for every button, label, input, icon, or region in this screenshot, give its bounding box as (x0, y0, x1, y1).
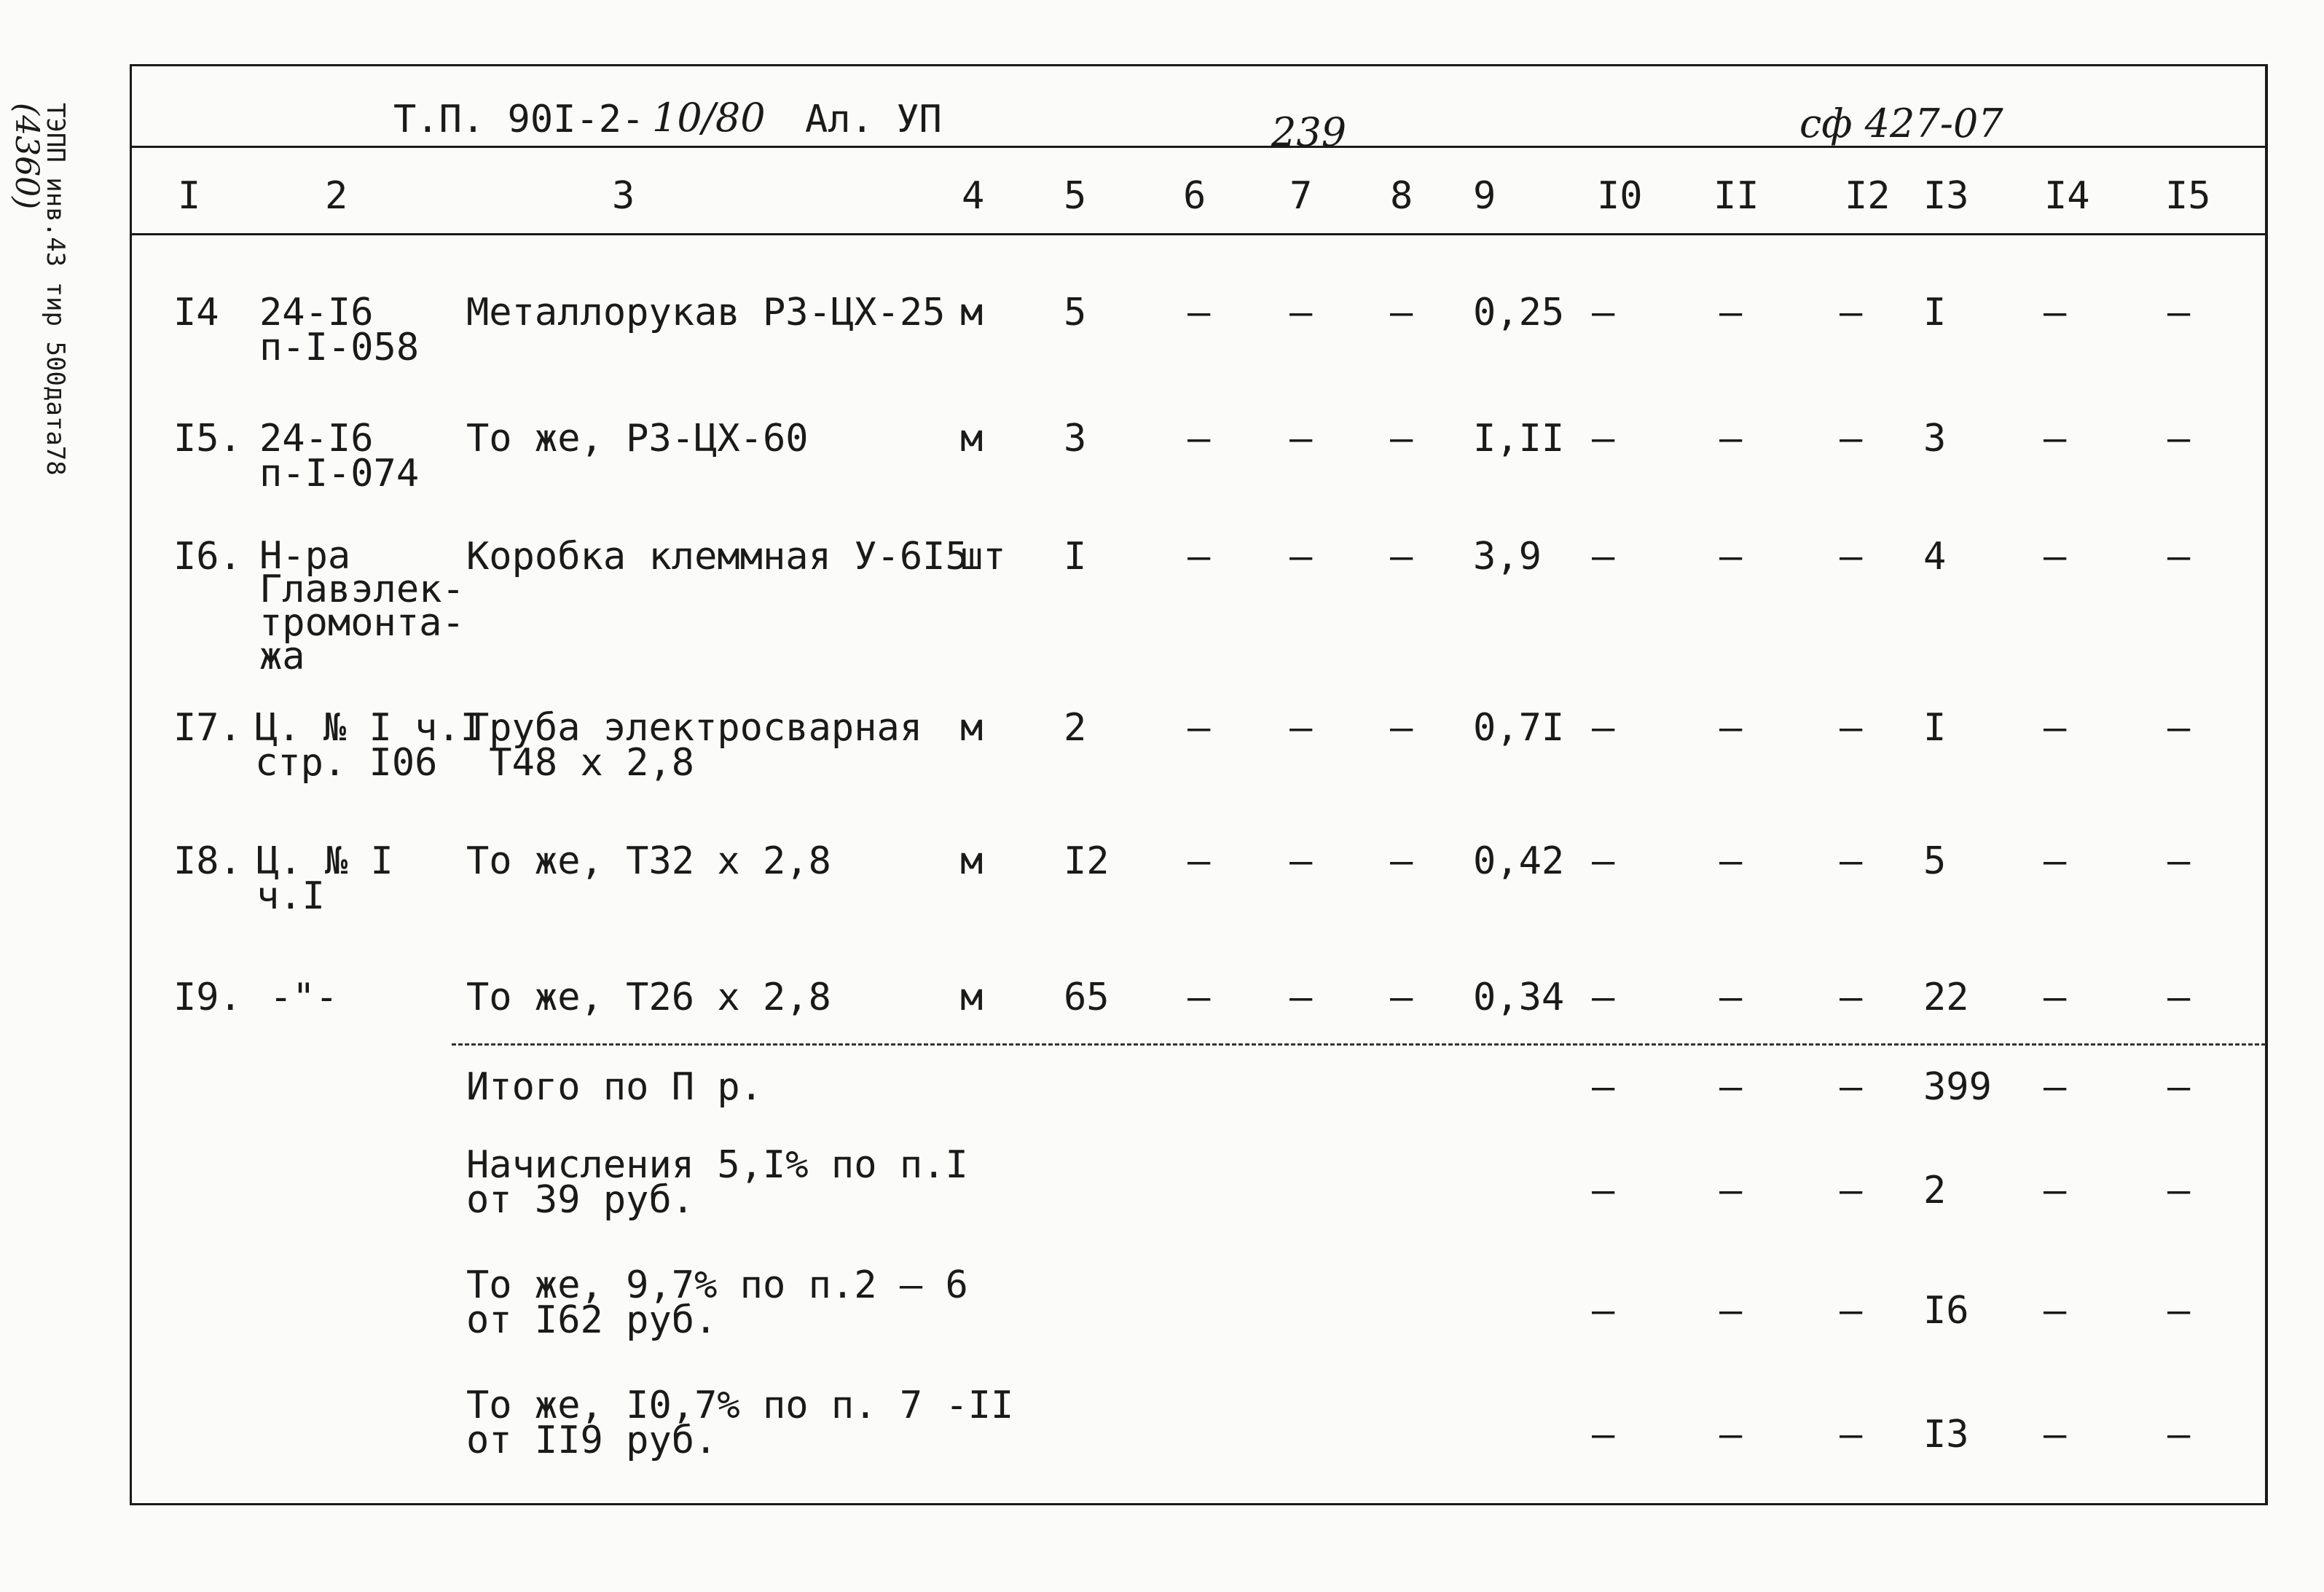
cell-c14: – (2044, 535, 2067, 579)
column-number: І5 (2165, 174, 2211, 218)
cell-c11: – (1719, 1065, 1743, 1109)
row-number: І7. (173, 706, 242, 750)
cell-c12: – (1840, 839, 1863, 883)
cell-c10: – (1592, 976, 1615, 1019)
cell-c11: – (1719, 1289, 1743, 1333)
row-qty: І2 (1064, 839, 1110, 883)
column-number: 4 (962, 174, 985, 218)
column-number: 5 (1064, 174, 1087, 218)
row-unit: м (960, 839, 984, 883)
cell-c10: – (1592, 1065, 1615, 1109)
cell-c10: – (1592, 291, 1615, 334)
row-qty: 3 (1064, 417, 1087, 460)
cell-c13: І3 (1923, 1413, 1969, 1456)
cell-c15: – (2167, 417, 2191, 460)
cell-c13: 3 (1923, 417, 1947, 460)
cell-c13: І6 (1923, 1289, 1969, 1333)
cell-c7: – (1289, 417, 1313, 460)
row-code: Ц. № І ч.І стр. І06 (255, 706, 484, 785)
row-qty: 2 (1064, 706, 1087, 750)
cell-c10: – (1592, 417, 1615, 460)
row-code: Ц. № І ч.І (256, 839, 393, 918)
page-number: 239 (1271, 109, 1347, 155)
project-number: Т.П. 90І-2- (393, 98, 645, 141)
cell-c8: – (1390, 839, 1413, 883)
cell-c12: – (1840, 535, 1863, 579)
cell-c9: І,ІІ (1473, 417, 1565, 460)
row-unit: м (960, 706, 984, 750)
cell-c6: – (1187, 291, 1211, 334)
cell-c9: 0,42 (1473, 839, 1565, 883)
cell-c15: – (2167, 1065, 2191, 1109)
margin-note-handwritten: (4360) (8, 102, 45, 210)
cell-c6: – (1187, 535, 1211, 579)
cell-c10: – (1592, 706, 1615, 750)
row-code: 24-І6 п-І-074 (259, 417, 420, 495)
row-unit: м (960, 291, 984, 334)
cell-c9: 0,7І (1473, 706, 1565, 750)
cell-c6: – (1187, 706, 1211, 750)
cell-c13: 4 (1923, 535, 1947, 579)
cell-c12: – (1840, 1065, 1863, 1109)
row-name: То же, РЗ-ЦХ-60 (466, 417, 809, 460)
cell-c10: – (1592, 1289, 1615, 1333)
totals-label: Начисления 5,І% по п.І от 39 руб. (466, 1143, 968, 1222)
column-number: 9 (1473, 174, 1496, 218)
row-number: І4 (173, 291, 219, 334)
row-qty: 5 (1064, 291, 1087, 334)
cell-c8: – (1390, 535, 1413, 579)
cell-c15: – (2167, 1289, 2191, 1333)
cell-c12: – (1840, 976, 1863, 1019)
cell-c13: І (1923, 706, 1947, 750)
album-label: Ал. УП (805, 98, 942, 141)
cell-c14: – (2044, 706, 2067, 750)
row-code: -"- (270, 976, 338, 1019)
cell-c13: І (1923, 291, 1947, 334)
cell-c11: – (1719, 291, 1743, 334)
cell-c6: – (1187, 839, 1211, 883)
column-number: І (178, 174, 201, 218)
cell-c9: 0,34 (1473, 976, 1565, 1019)
cell-c14: – (2044, 1413, 2067, 1456)
cell-c15: – (2167, 976, 2191, 1019)
row-name: Коробка клеммная У-6І5 (466, 535, 968, 579)
cell-c11: – (1719, 976, 1743, 1019)
cell-c7: – (1289, 535, 1313, 579)
cell-c8: – (1390, 976, 1413, 1019)
column-number: 6 (1183, 174, 1206, 218)
cell-c11: – (1719, 1169, 1743, 1212)
cell-c13: 399 (1923, 1065, 1992, 1109)
cell-c15: – (2167, 706, 2191, 750)
cell-c10: – (1592, 535, 1615, 579)
row-number: І9. (173, 976, 242, 1019)
cell-c12: – (1840, 1289, 1863, 1333)
cell-c6: – (1187, 976, 1211, 1019)
column-number: І0 (1597, 174, 1643, 218)
column-number: 3 (612, 174, 635, 218)
cell-c12: – (1840, 417, 1863, 460)
cell-c14: – (2044, 1065, 2067, 1109)
cell-c7: – (1289, 839, 1313, 883)
cell-c8: – (1390, 706, 1413, 750)
column-number: І2 (1845, 174, 1891, 218)
row-number: І5. (173, 417, 242, 460)
row-name: Металлорукав РЗ-ЦХ-25 (466, 291, 946, 334)
cell-c12: – (1840, 706, 1863, 750)
cell-c14: – (2044, 839, 2067, 883)
totals-divider (452, 1043, 2266, 1046)
column-number: 8 (1390, 174, 1413, 218)
cell-c7: – (1289, 976, 1313, 1019)
row-name: То же, Т26 х 2,8 (466, 976, 831, 1019)
row-number: І8. (173, 839, 242, 883)
cell-c10: – (1592, 1169, 1615, 1212)
cell-c11: – (1719, 706, 1743, 750)
column-number: 7 (1289, 174, 1313, 218)
row-code: 24-І6 п-І-058 (259, 291, 420, 369)
cell-c12: – (1840, 1413, 1863, 1456)
cell-c15: – (2167, 839, 2191, 883)
cell-c9: 3,9 (1473, 535, 1542, 579)
cell-c12: – (1840, 1169, 1863, 1212)
cell-c12: – (1840, 291, 1863, 334)
cell-c7: – (1289, 706, 1313, 750)
cell-c6: – (1187, 417, 1211, 460)
column-header-divider (130, 233, 2266, 235)
document-code: сф 427-07 (1799, 101, 2003, 146)
cell-c15: – (2167, 535, 2191, 579)
cell-c9: 0,25 (1473, 291, 1565, 334)
cell-c14: – (2044, 1169, 2067, 1212)
row-name: Труба электросварная Т48 х 2,8 (466, 706, 923, 785)
column-number: 2 (325, 174, 348, 218)
cell-c10: – (1592, 839, 1615, 883)
totals-label: Итого по П р. (466, 1065, 763, 1109)
margin-note-printed: ТЭПП инв.43 тир 500дата78 (41, 102, 70, 476)
column-number: І4 (2044, 174, 2090, 218)
row-code: Н-ра Главэлек- тромонта- жа (259, 534, 465, 678)
row-qty: 65 (1064, 976, 1110, 1019)
cell-c14: – (2044, 976, 2067, 1019)
cell-c7: – (1289, 291, 1313, 334)
row-name: То же, Т32 х 2,8 (466, 839, 831, 883)
cell-c14: – (2044, 417, 2067, 460)
cell-c10: – (1592, 1413, 1615, 1456)
cell-c14: – (2044, 1289, 2067, 1333)
cell-c13: 2 (1923, 1169, 1947, 1212)
cell-c11: – (1719, 417, 1743, 460)
totals-label: То же, 9,7% по п.2 – 6 от І62 руб. (466, 1263, 968, 1342)
cell-c14: – (2044, 291, 2067, 334)
column-number: І3 (1923, 174, 1969, 218)
column-number: ІІ (1713, 174, 1759, 218)
margin-note (8, 73, 99, 583)
row-unit: м (960, 417, 984, 460)
totals-label: То же, І0,7% по п. 7 -ІІ от ІІ9 руб. (466, 1384, 1014, 1462)
cell-c13: 5 (1923, 839, 1947, 883)
cell-c11: – (1719, 1413, 1743, 1456)
cell-c11: – (1719, 839, 1743, 883)
row-unit: м (960, 976, 984, 1019)
cell-c15: – (2167, 1413, 2191, 1456)
project-number-handwritten: 10/80 (652, 95, 766, 141)
cell-c15: – (2167, 291, 2191, 334)
cell-c13: 22 (1923, 976, 1969, 1019)
row-qty: І (1064, 535, 1087, 579)
row-number: І6. (173, 535, 242, 579)
row-unit: шт (960, 535, 1006, 579)
cell-c8: – (1390, 291, 1413, 334)
cell-c8: – (1390, 417, 1413, 460)
cell-c15: – (2167, 1169, 2191, 1212)
cell-c11: – (1719, 535, 1743, 579)
